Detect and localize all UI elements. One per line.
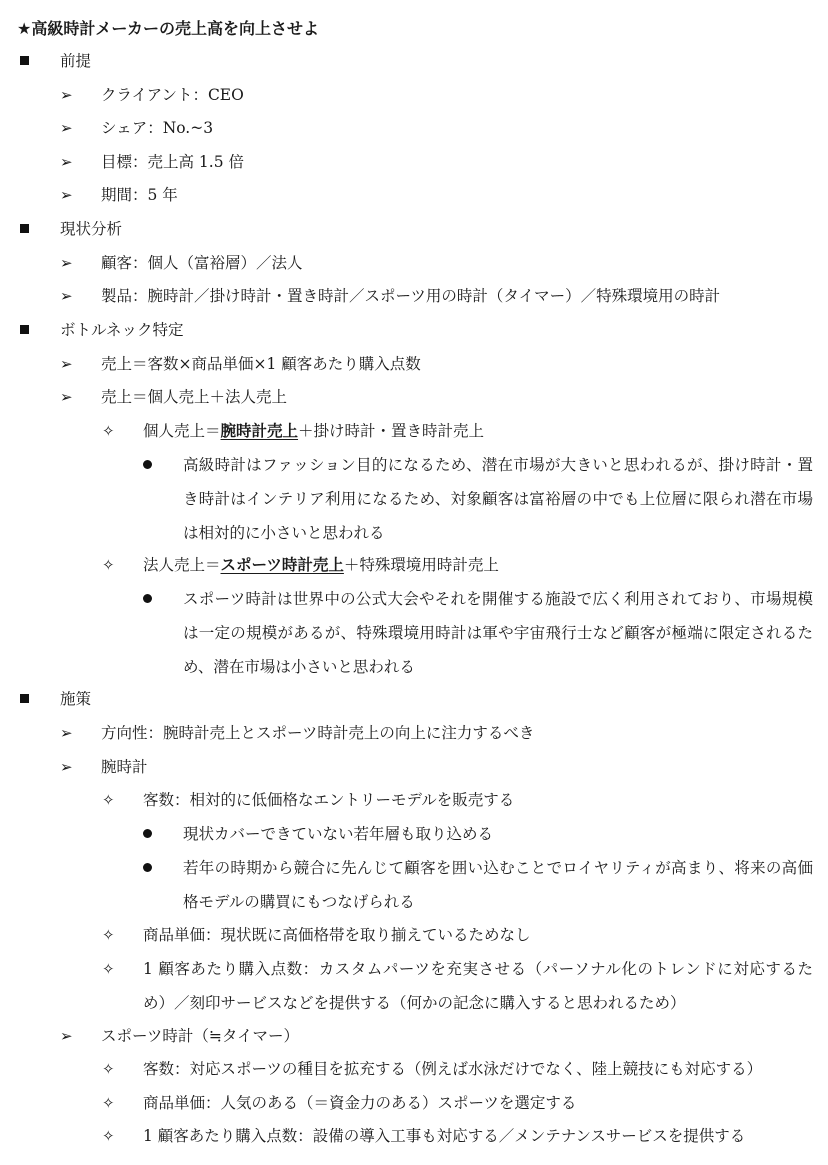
emphasis-text: スポーツ時計売上 (220, 556, 344, 574)
black-square-icon (20, 313, 29, 347)
paragraph: 高級時計はファッション目的になるため、潜在市場が大きいと思われるが、掛け時計・置き時計はインテリア利用になるため、対象顧客は富裕層の中でも上位層に限られ潜在市場は相対的に小さいと思われる (183, 456, 813, 542)
arrowhead-icon: ➢ (60, 186, 73, 204)
arrowhead-icon: ➢ (60, 355, 73, 373)
section-heading: 現状分析 (60, 220, 123, 238)
arrowhead-icon: ➢ (60, 1027, 73, 1045)
four-point-star-icon: ✧ (102, 556, 115, 574)
section-heading: 施策 (60, 690, 92, 708)
section-heading: 前提 (60, 52, 92, 70)
four-point-star-icon: ✧ (102, 791, 115, 809)
arrowhead-icon: ➢ (60, 86, 73, 104)
black-square-icon (20, 682, 29, 716)
arrowhead-icon: ➢ (60, 724, 73, 742)
four-point-star-icon: ✧ (102, 422, 115, 440)
four-point-star-icon: ✧ (102, 1127, 115, 1145)
four-point-star-icon: ✧ (102, 926, 115, 944)
bullet-icon (143, 448, 152, 482)
bullet-icon (143, 817, 152, 851)
arrowhead-icon: ➢ (60, 758, 73, 776)
document-page: ★高級時計メーカーの売上高を向上させよ 前提 ➢ クライアント：CEO ➢ シェア：No.~3 ➢ 目標：売上高 1.5 倍 ➢ 期間：5 年 現状分析 ➢ 顧客：個人（富裕層）／法人 ➢ 製品：腕時計／掛け時計・置き時計／スポーツ用の時計（タイマー）／特殊環境用の時計 ボトルネック特定 ➢ 売上＝客数×商品単価×1 顧客あたり購入点数 ➢ 売上＝個人売上＋法人売上 ✧ 個人売上＝腕時計売上＋掛け時計・置き時計売上 高級時計はファッション目的になるため、潜在市場が大きいと思われるが、掛け時計・置き時計はインテリア利用になるため、対象顧客は富裕層の中でも上位層に限られ潜在市場は相対的に小さいと思われる ✧ 法人売上＝スポーツ時計売上＋特殊環境用時計売上 スポーツ時計は世界中の公式大会やそれを開催する施設で広く利用されており、市場規模は一定の規模があるが、特殊環境用時計は軍や宇宙飛行士など顧客が極端に限定されるため、潜在市場は小さいと思われる 施策 ➢ 方向性：腕時計売上とスポーツ時計売上の向上に注力するべき ➢ 腕時計 ✧ 客数：相対的に低価格なエントリーモデルを販売する 現状カバーできていない若年層も取り込める 若年の時期から競合に先んじて顧客を囲い込むことでロイヤリティが高まり、将来の高価格モデルの購買にもつなげられる ✧ 商品単価：現状既に高価格帯を取り揃えているためなし ✧ 1 顧客あたり購入点数：カスタムパーツを充実させる（パーソナル化のトレンドに対応するため）／刻印サービスなどを提供する（何かの記念に購入すると思われるため） ➢ スポーツ時計（≒タイマー） ✧ 客数：対応スポーツの種目を拡充する（例えば水泳だけでなく、陸上競技にも対応する） ✧ 商品単価：人気のある（＝資金力のある）スポーツを選定する ✧ 1 顧客あたり購入点数：設備の導入工事も対応する／メンテナンスサービスを提供する (0, 0, 828, 1165)
black-square-icon (20, 212, 29, 246)
four-point-star-icon: ✧ (102, 1060, 115, 1078)
arrowhead-icon: ➢ (60, 254, 73, 272)
paragraph: 若年の時期から競合に先んじて顧客を囲い込むことでロイヤリティが高まり、将来の高価格モデルの購買にもつなげられる (183, 859, 813, 911)
black-square-icon (20, 44, 29, 78)
paragraph: 1 顧客あたり購入点数：カスタムパーツを充実させる（パーソナル化のトレンドに対応するため）／刻印サービスなどを提供する（何かの記念に購入すると思われるため） (143, 960, 813, 1012)
page-title: ★高級時計メーカーの売上高を向上させよ (17, 19, 320, 38)
four-point-star-icon: ✧ (102, 960, 115, 978)
paragraph: スポーツ時計は世界中の公式大会やそれを開催する施設で広く利用されており、市場規模は一定の規模があるが、特殊環境用時計は軍や宇宙飛行士など顧客が極端に限定されるため、潜在市場は小さいと思われる (183, 590, 813, 676)
bullet-icon (143, 851, 152, 885)
section-heading: ボトルネック特定 (60, 321, 184, 339)
four-point-star-icon: ✧ (102, 1094, 115, 1112)
emphasis-text: 腕時計売上 (220, 422, 299, 440)
bullet-icon (143, 582, 152, 616)
arrowhead-icon: ➢ (60, 153, 73, 171)
arrowhead-icon: ➢ (60, 388, 73, 406)
arrowhead-icon: ➢ (60, 119, 73, 137)
arrowhead-icon: ➢ (60, 287, 73, 305)
